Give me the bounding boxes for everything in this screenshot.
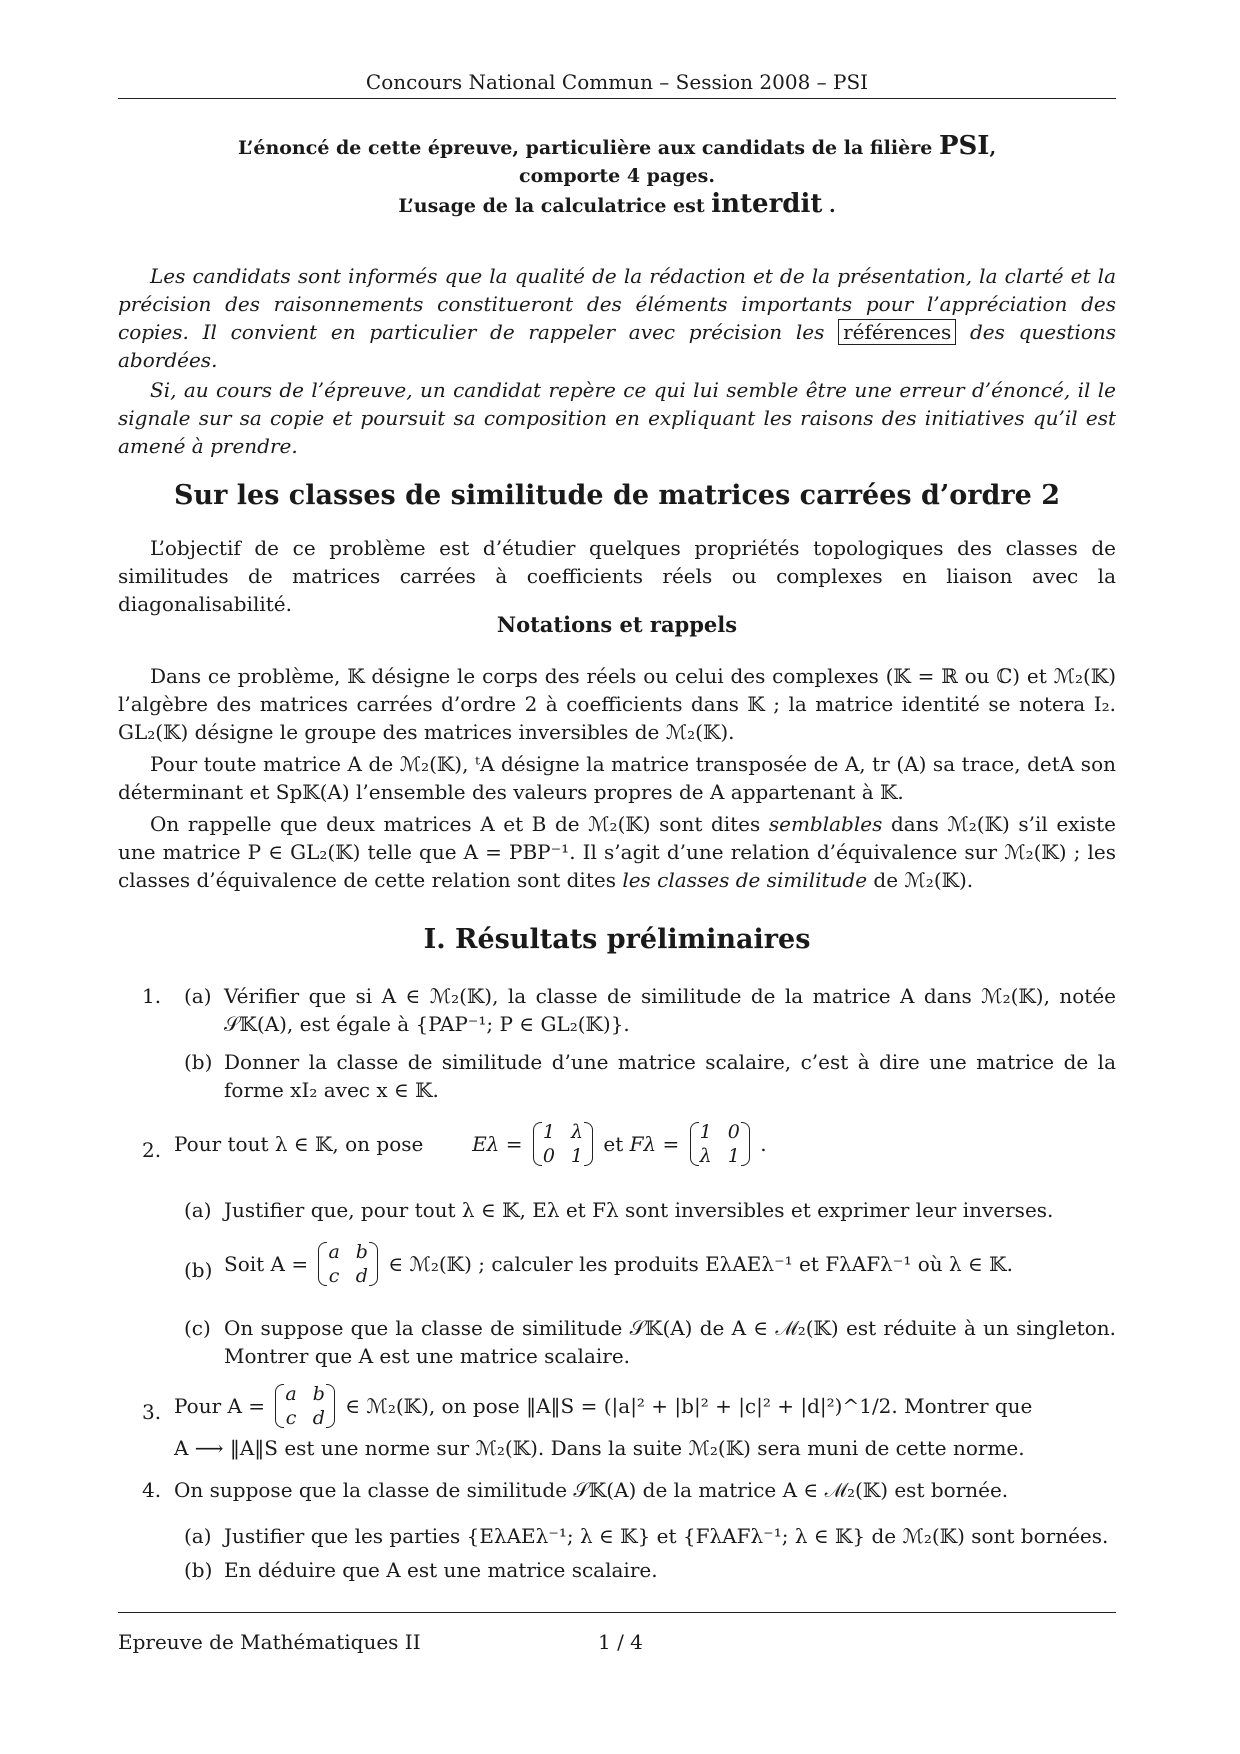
intro-block bbox=[118, 132, 1116, 220]
notice-paragraph-1: Les candidats sont informés que la qualité de la rédaction et de la présentation, la clarté et la précision des raisonnements constitueront des éléments importants pour l’appréciation des copies. Il convient en particulier de rappeler avec précision les références des questions abordées. bbox=[118, 264, 1117, 372]
question-2c: (c) On suppose que la classe de similitude 𝒮𝕂(A) de A ∈ ℳ₂(𝕂) est réduite à un singleton. Montrer que A est une matrice scalaire. bbox=[184, 1316, 1116, 1368]
matrix-A bbox=[318, 1240, 378, 1288]
footer-page-number: 1 / 4 bbox=[598, 1630, 643, 1654]
intro-line-2: comporte 4 pages. bbox=[519, 165, 715, 187]
question-2a: (a) Justifier que, pour tout λ ∈ 𝕂, Eλ et Fλ sont inversibles et exprimer leur inverses. bbox=[184, 1198, 1054, 1222]
notations-title: Notations et rappels bbox=[496, 612, 738, 637]
question-4a: (a) Justifier que les parties {EλAEλ⁻¹; λ ∈ 𝕂} et {FλAFλ⁻¹; λ ∈ 𝕂} de ℳ₂(𝕂) sont bornées. bbox=[184, 1524, 1109, 1548]
matrix-E-lambda bbox=[533, 1120, 593, 1168]
notations-paragraph-3: On rappelle que deux matrices A et B de ℳ₂(𝕂) sont dites semblables dans ℳ₂(𝕂) s’il existe une matrice P ∈ GL₂(𝕂) telle que A = PBP⁻¹. Il s’agit d’une relation d’équivalence sur ℳ₂(𝕂) ; les classes d’équivalence de cette relation sont dites les classes de similitude de ℳ₂(𝕂). bbox=[118, 812, 1116, 892]
matrix-entry: 1 bbox=[570, 1145, 584, 1167]
notice-paragraph-2: Si, au cours de l’épreuve, un candidat repère ce qui lui semble être une erreur d’énoncé, il le signale sur sa copie et poursuit sa composition en expliquant les raisons des initiatives qu’il est amené à prendre. bbox=[118, 378, 1116, 458]
matrix-entry: d bbox=[312, 1407, 325, 1429]
question-4b: (b) En déduire que A est une matrice scalaire. bbox=[184, 1558, 658, 1582]
problem-title: Sur les classes de similitude de matrices carrées d’ordre 2 bbox=[174, 480, 1060, 511]
question-2: 2. Pour tout λ ∈ 𝕂, on pose Eλ = 1 λ 0 1 et Fλ = 1 0 λ 1 . bbox=[142, 1121, 767, 1167]
references-box: références bbox=[838, 319, 956, 345]
question-2b: (b) Soit A = a b c d ∈ ℳ₂(𝕂) ; calculer les produits EλAEλ⁻¹ et FλAFλ⁻¹ où λ ∈ 𝕂. bbox=[184, 1241, 1013, 1287]
matrix-entry: λ bbox=[699, 1145, 712, 1167]
intro-line-1: L’énoncé de cette épreuve, particulière aux candidats de la filière PSI, bbox=[237, 131, 997, 161]
question-1b: (b) Donner la classe de similitude d’une matrice scalaire, c’est à dire une matrice de la forme xI₂ avec x ∈ 𝕂. bbox=[184, 1050, 1116, 1102]
matrix-entry: 1 bbox=[699, 1121, 712, 1143]
page-header: Concours National Commun – Session 2008 – PSI bbox=[365, 70, 869, 94]
header-rule bbox=[118, 98, 1116, 99]
intro-line-3: L’usage de la calculatrice est interdit . bbox=[398, 189, 836, 219]
matrix-entry: b bbox=[355, 1241, 368, 1263]
matrix-entry: 1 bbox=[542, 1121, 555, 1143]
footer-exam-name: Epreuve de Mathématiques II bbox=[118, 1630, 421, 1654]
matrix-entry: c bbox=[285, 1407, 297, 1429]
matrix-entry: d bbox=[355, 1265, 368, 1287]
matrix-F-lambda bbox=[690, 1120, 750, 1168]
question-3: 3. Pour A = a b c d ∈ ℳ₂(𝕂), on pose ‖A‖S = (|a|² + |b|² + |c|² + |d|²)^1/2. Montrer que A ⟶ ‖A‖S est une norme sur ℳ₂(𝕂). Dans la suite ℳ₂(𝕂) sera muni de cette norme. bbox=[142, 1383, 1033, 1460]
notations-paragraph-2: Pour toute matrice A de ℳ₂(𝕂), ᵗA désigne la matrice transposée de A, tr (A) sa trace, detA son déterminant et Sp𝕂(A) l’ensemble des valeurs propres de A appartenant à 𝕂. bbox=[118, 752, 1116, 804]
matrix-entry: b bbox=[312, 1383, 325, 1405]
section-1-title: I. Résultats préliminaires bbox=[423, 924, 811, 955]
matrix-entry: 1 bbox=[727, 1145, 740, 1167]
matrix-entry: a bbox=[285, 1383, 297, 1405]
question-1a: 1. (a) Vérifier que si A ∈ ℳ₂(𝕂), la classe de similitude de la matrice A dans ℳ₂(𝕂), notée 𝒮𝕂(A), est égale à {PAP⁻¹; P ∈ GL₂(𝕂)}. bbox=[142, 984, 1116, 1036]
footer-rule bbox=[118, 1612, 1116, 1613]
matrix-entry: λ bbox=[570, 1121, 583, 1143]
question-4: 4. On suppose que la classe de similitude 𝒮𝕂(A) de la matrice A ∈ ℳ₂(𝕂) est bornée. bbox=[142, 1478, 1009, 1502]
notations-paragraph-1: Dans ce problème, 𝕂 désigne le corps des réels ou celui des complexes (𝕂 = ℝ ou ℂ) et ℳ₂(𝕂) l’algèbre des matrices carrées d’ordre 2 à coefficients dans 𝕂 ; la matrice identité se notera I₂. GL₂(𝕂) désigne le groupe des matrices inversibles de ℳ₂(𝕂). bbox=[118, 664, 1116, 744]
objective-paragraph: L’objectif de ce problème est d’étudier quelques propriétés topologiques des classes de similitudes de matrices carrées à coefficients réels ou complexes en liaison avec la diagonalisabilité. bbox=[118, 536, 1116, 616]
exam-page bbox=[118, 0, 1116, 1754]
matrix-entry: c bbox=[328, 1265, 340, 1287]
matrix-entry: 0 bbox=[727, 1121, 740, 1143]
matrix-entry: a bbox=[328, 1241, 340, 1263]
matrix-entry: 0 bbox=[542, 1145, 555, 1167]
matrix-A-norm bbox=[275, 1382, 335, 1430]
